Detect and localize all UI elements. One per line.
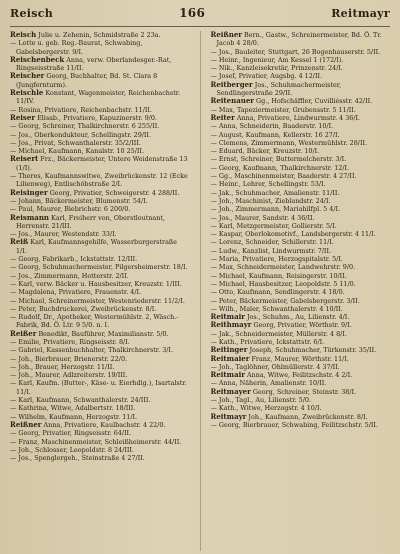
- directory-entry: [211, 396, 391, 404]
- directory-entry: [10, 313, 190, 330]
- entry-details: — Josef, Privatier, Augsbg. 4 12/II.: [210, 72, 323, 81]
- entry-details: — Jos., Oberkondukteur, Schellingstr. 29/II.: [10, 130, 151, 139]
- entry-details: — Peter, Buchdruckerei, Zweibrückenstr. 8/I.: [10, 304, 157, 313]
- directory-entry: [211, 131, 391, 139]
- directory-entry: [211, 230, 391, 238]
- directory-entry: [10, 72, 190, 89]
- directory-entry: [10, 39, 190, 56]
- directory-entry: [10, 363, 190, 371]
- directory-entry: [211, 64, 391, 72]
- entry-details: — Karl, verw. Bäcker u. Hausbesitzer, Kreuzstr. 1/III.: [10, 279, 182, 288]
- directory-entry: [10, 197, 190, 205]
- directory-entry: [10, 214, 190, 231]
- directory-entry: [10, 31, 190, 39]
- entry-details: — Theres, Kaufmannswitwe, Zweibrückenstr. 12 (Ecke Lilienweg), Entlischöbstraße 2/I.: [10, 172, 188, 189]
- directory-entry: [211, 272, 391, 280]
- entry-details: — Eduard, Bäcker, Kreuzstr. 10/I.: [210, 147, 320, 156]
- directory-entry: [211, 106, 391, 114]
- entry-details: — Michael, Schreinermeister, Westenriederstr. 11/2/I.: [10, 296, 185, 305]
- directory-entry: [10, 446, 190, 454]
- entry-details: — Joh., Taglöhner, Ohlmüllerstr. 4 37/II.: [210, 362, 340, 371]
- entry-surname: Reitenauer: [210, 96, 254, 106]
- entry-details: — Jak., Schneidermeister, Müllerstr. 4 8/I.: [210, 329, 347, 338]
- directory-entry: [10, 89, 190, 106]
- directory-entry: [10, 421, 190, 429]
- directory-entry: [10, 355, 190, 363]
- directory-entry: [211, 189, 391, 197]
- entry-details: — Anna, Schneiderin, Baaderstr. 10/I.: [210, 122, 334, 131]
- entry-details: — Emilie, Privatiere, Ringseisstr. 8/I.: [10, 337, 130, 346]
- entry-details: — Lotte u. geb. Reg.-Baurat, Schwabing, Gabelsbergerstr. 9/I.: [10, 39, 143, 56]
- entry-details: Benedikt, Bauführer, Maximilianstr. 5/0.: [38, 329, 169, 338]
- entry-details: — Heinr., Lehrer, Schellingstr. 53/I.: [210, 180, 326, 189]
- directory-entry: [211, 31, 391, 48]
- column-divider: [200, 31, 201, 551]
- entry-details: Karl, Freiherr von, Oberstleutnant, Herrenstr. 21/III.: [16, 213, 165, 230]
- directory-entry: [10, 338, 190, 346]
- directory-entry: [211, 263, 391, 271]
- entry-details: — Joh., Schlosser, Leopoldstr. 8 24/III.: [10, 445, 134, 454]
- entry-surname: Reismann: [10, 212, 49, 222]
- entry-details: Joseph, Schuhmacher, Türkenstr. 35/II.: [249, 346, 377, 355]
- directory-entry: [211, 413, 391, 421]
- directory-entry: [211, 155, 391, 163]
- directory-entry: [211, 280, 391, 288]
- directory-entry: [10, 139, 190, 147]
- entry-details: — Jos., Zimmermann, Hotterstr. 2/II.: [10, 271, 129, 280]
- entry-surname: Reitmayr: [210, 411, 247, 421]
- directory-entry: [10, 238, 190, 255]
- entry-details: — Joh., Tagl., Au, Lilienstr. 5/0.: [210, 396, 311, 405]
- entry-details: Julie u. Zehenin, Schmidstraße 2 23a.: [38, 31, 161, 39]
- header-left-keyword: Reisch: [10, 7, 54, 20]
- directory-entry: [211, 81, 391, 98]
- entry-details: — Otto, Kaufmann, Sendlingerstr. 4 18/0.: [210, 288, 345, 297]
- entry-details: — Kath., Privatiere, Ickstattstr. 6/I.: [210, 337, 325, 346]
- directory-entry: [211, 205, 391, 213]
- directory-entry: [211, 288, 391, 296]
- directory-entry: [211, 56, 391, 64]
- entry-surname: Reisert: [10, 154, 39, 164]
- entry-details: — Magdalena, Privatiere, Frauenstr. 4/I.: [10, 288, 142, 297]
- entry-details: Anna, Privatiere, Kaulbachstr. 4 22/0.: [43, 420, 166, 429]
- directory-entry: [10, 330, 190, 338]
- entry-details: — Joh., Maschinist, Zieblandstr. 24/I.: [210, 196, 331, 205]
- entry-surname: Reißner: [210, 31, 242, 39]
- directory-entry: [211, 238, 391, 246]
- directory-entry: [10, 404, 190, 412]
- directory-entry: [10, 189, 190, 197]
- entry-surname: Reisinger: [10, 187, 48, 197]
- entry-details: — Karl, Kaufmann, Schwanthalerstr. 24/III.: [10, 396, 151, 405]
- directory-entry: [10, 454, 190, 462]
- entry-details: — August, Kaufmann, Kellerstr. 16 27/I.: [210, 130, 340, 139]
- entry-details: — Paul, Maurer, Biebrichstr. 6 200/0.: [10, 205, 131, 214]
- entry-details: — Michael, Hausbesitzer, Leopoldstr. 5 11/0.: [210, 279, 356, 288]
- entry-details: Georg, Buchhalter, Bd. St. Clara 8 (Jungfernturm).: [16, 72, 158, 89]
- entry-details: — Jak., Schuhmacher, Amalienstr. 11/II.: [210, 188, 340, 197]
- entry-details: — Georg, Privatier, Ringseisstr. 64/II.: [10, 429, 132, 438]
- entry-surname: Reitmair: [210, 370, 245, 380]
- directory-entry: [211, 214, 391, 222]
- directory-entry: [10, 396, 190, 404]
- directory-entry: [10, 379, 190, 396]
- entry-details: — Heinr., Ingenieur, Am Kessel 1 (172/I).: [210, 55, 344, 64]
- entry-details: — Gg., Maschinenmeister, Baaderstr. 4 27/II.: [210, 172, 357, 181]
- entry-surname: Reischle: [10, 88, 44, 98]
- directory-entry: [211, 172, 391, 180]
- entry-details: Franz, Maurer, Wörthstr. 11/I.: [251, 354, 349, 363]
- entry-surname: Reitinger: [210, 345, 248, 355]
- directory-entry: [211, 371, 391, 379]
- entry-details: Frz., Bäckermeister, Untere Weidenstraße 13 (1/I).: [16, 155, 188, 172]
- directory-entry: [10, 280, 190, 288]
- entry-details: — Johann, Bäckermeister, Blumenstr. 54/I.: [10, 196, 148, 205]
- directory-entry: [211, 48, 391, 56]
- directory-entry: [10, 346, 190, 354]
- directory-entry: [10, 263, 190, 271]
- entry-details: — Jos., Maurer, Westendstr. 33/I.: [10, 230, 117, 239]
- entry-surname: Reithmayr: [210, 320, 252, 330]
- directory-entry: [211, 122, 391, 130]
- entry-details: — Jos., Bauleiter, Stuttgart, 26 Bogenhauserstr. 5/II.: [210, 47, 381, 56]
- entry-details: — Wilhelm, Kaufmann, Herzogstr. 11/I.: [10, 412, 138, 421]
- entry-details: — Wilh., Maler, Schwanthalerstr. 4 10/II.: [210, 304, 343, 313]
- entry-surname: Reischenbeck: [10, 54, 65, 64]
- entry-details: Gg., Hofschäffler, Cuvilliésstr. 42/II.: [256, 97, 373, 106]
- right-column: [211, 31, 391, 551]
- directory-entry: [10, 288, 190, 296]
- entry-details: — Georg, Schreiner, Thalkirchnerstr. 6 255/II.: [10, 122, 160, 131]
- entry-details: — Michael, Kaufmann, Reisingerstr. 10/II.: [210, 271, 347, 280]
- directory-entry: [211, 97, 391, 105]
- entry-details: — Maria, Privatiere, Herzogspitalstr. 5/I.: [210, 255, 343, 264]
- entry-details: — Franz, Maschinenmeister, Schleißheimerstr. 44/II.: [10, 437, 182, 446]
- entry-details: — Peter, Bäckermeister, Gabelsbergerstr. 3/II.: [210, 296, 360, 305]
- entry-surname: Reiter: [210, 112, 235, 122]
- directory-entry: [10, 122, 190, 130]
- entry-surname: Reißner: [10, 419, 42, 429]
- directory-entry: [10, 56, 190, 73]
- entry-details: Jos., Schuhmachermeister, Sendlingerstraße 29/II.: [216, 80, 342, 98]
- entry-surname: Reißer: [10, 328, 37, 338]
- entry-details: — Max, Schneidermeister, Landwehrstr. 9/0.: [210, 263, 356, 272]
- directory-entry: [211, 421, 391, 429]
- directory-entry: [10, 305, 190, 313]
- entry-details: — Joh., Maurer, Adlzreiterstr. 19/III.: [10, 371, 128, 380]
- entry-details: — Lorenz, Schneider, Schillerstr. 11/I.: [210, 238, 334, 247]
- directory-entry: [211, 139, 391, 147]
- directory-entry: [10, 371, 190, 379]
- entry-details: — Georg, Schuhmachermeister, Pilgersheimerstr. 18/I.: [10, 263, 188, 272]
- directory-entry: [10, 438, 190, 446]
- directory-entry: [211, 355, 391, 363]
- directory-entry: [211, 164, 391, 172]
- directory-entry: [211, 180, 391, 188]
- entry-details: Karl, Kaufmannsgehilfe, Wasserburgerstraße 1/I.: [16, 238, 177, 255]
- directory-entry: [10, 131, 190, 139]
- entry-details: — Rudolf, Dr., Apotheker, Westermühlstr. 2, Wäsch.-Fabrik, Bd. Ö. Ltr. 9 5/0. n. I.: [10, 313, 179, 330]
- directory-entry: [211, 255, 391, 263]
- entry-surname: Reitmair: [210, 312, 245, 322]
- directory-entry: [211, 222, 391, 230]
- entry-details: — Jos., Privat, Schwanthalerstr. 35/2/III.: [10, 138, 141, 147]
- entry-details: — Jos., Maurer, Sandstr. 4 36/II.: [210, 213, 315, 222]
- directory-entry: [211, 330, 391, 338]
- entry-details: Konstant, Wagenmeister, Reichenbachstr. 11/IV.: [16, 89, 181, 106]
- entry-details: — Karl, Metzgermeister, Gollierstr. 5/I.: [210, 221, 337, 230]
- entry-surname: Reisch: [10, 31, 37, 39]
- entry-details: — Joh., Zimmermann, Mariahilfpl. 5 4/I.: [210, 205, 341, 214]
- entry-details: Anna, Privatiere, Lindwurmstr. 4 36/I.: [236, 113, 361, 122]
- entry-details: — Kathrina, Witwe, Adalbertstr. 18/III.: [10, 404, 136, 413]
- entry-details: Georg, Privatier, Schweigerstr. 4 288/II.: [49, 188, 180, 197]
- directory-entry: [10, 429, 190, 437]
- entry-details: — Kath., Witwe, Herzogstr. 4 10/I.: [210, 404, 322, 413]
- directory-entry: [10, 155, 190, 172]
- entry-details: — Anna, Näherin, Amalienstr. 10/II.: [210, 379, 327, 388]
- entry-details: Jos., Schuhm., Au, Lilienstr. 4/I.: [247, 313, 350, 322]
- entry-details: — Joh., Bierbrauer, Brienerstr. 22/0.: [10, 354, 128, 363]
- entry-surname: Reitberger: [210, 79, 253, 89]
- entry-details: — Karl, Kaufm. (Butter-, Käse- u. Eierhdlg.), Isartalstr. 11/I.: [10, 379, 187, 396]
- directory-entry: [10, 114, 190, 122]
- entry-details: — Rosina, Privatiere, Reichenbachstr. 11/II.: [10, 105, 152, 114]
- entry-details: — Max, Tapeziermeister, Grubensstr. 5 11/II.: [210, 105, 356, 114]
- page-header: [10, 6, 390, 24]
- entry-details: — Georg, Bierbrauer, Schwabing, Feilitzschstr. 5/II.: [210, 420, 378, 429]
- directory-entry: [10, 106, 190, 114]
- entry-details: — Ernst, Schreiner, Buttermelcherstr. 3/I.: [210, 155, 347, 164]
- directory-entry: [211, 388, 391, 396]
- page-number: 166: [179, 6, 206, 20]
- directory-entry: [211, 197, 391, 205]
- entry-details: Anna, Witwe, Feilitzschstr. 4 2/I.: [247, 371, 353, 380]
- directory-entry: [211, 297, 391, 305]
- directory-entry: [211, 114, 391, 122]
- entry-details: Joh., Kaufmann, Zweibrückenstr. 8/I.: [248, 412, 368, 421]
- directory-entry: [10, 255, 190, 263]
- entry-details: — Michael, Kaufmann, Kanalstr. 10 25/II.: [10, 147, 144, 156]
- directory-entry: [10, 172, 190, 189]
- header-rule: [10, 26, 390, 27]
- directory-entry: [10, 297, 190, 305]
- directory-entry: [211, 247, 391, 255]
- entry-details: — Ludw., Kanzlist, Lindwurmstr. 7/II.: [210, 246, 331, 255]
- entry-details: — Jos., Spenglergeh., Steinstraße 4 27/II.: [10, 454, 145, 463]
- directory-entry: [211, 147, 391, 155]
- entry-details: Georg, Privatier, Wörthstr. 9/I.: [253, 321, 352, 330]
- directory-entry: [211, 321, 391, 329]
- entry-details: — Joh., Brauer, Herzogstr. 11/II.: [10, 362, 115, 371]
- entry-surname: Reitmaier: [210, 353, 250, 363]
- entry-columns: [10, 31, 390, 551]
- entry-details: — Kaspar, Oberlokomotivf., Landsbergerstr. 4 11/I.: [210, 230, 376, 239]
- entry-surname: Reiß: [10, 237, 29, 247]
- left-column: [10, 31, 190, 551]
- entry-details: — Nik., Kanzleisekretär, Prinzenstr. 24/I.: [210, 64, 343, 73]
- entry-details: Elisab., Privatiere, Kapuzinerstr. 9/0.: [37, 113, 157, 122]
- entry-surname: Reiser: [10, 112, 36, 122]
- directory-entry: [10, 272, 190, 280]
- entry-details: — Clemens, Zimmermann, Westermühlstr. 28/II.: [210, 138, 368, 147]
- entry-details: Bern., Gastw., Schreinermeister, Bd. Ö. Tr. Jacob 4 28/0.: [216, 31, 382, 48]
- entry-details: — Gabriel, Kassenbuchhalter, Thalkirchnerstr. 3/I.: [10, 346, 173, 355]
- header-right-keyword: Reitmayr: [331, 7, 390, 20]
- entry-surname: Reischer: [10, 71, 45, 81]
- entry-details: Anna, verw. Oberlandesger.-Rat, Ringseisstraße 11/II.: [16, 55, 172, 73]
- entry-details: — Georg, Fabrikarb., Ickstattstr. 12/III.: [10, 255, 138, 264]
- entry-details: Georg, Schreiner, Steinstr. 38/I.: [252, 387, 357, 396]
- entry-surname: Reitmayer: [210, 386, 251, 396]
- entry-details: — Georg, Kaufmann, Thalkirchnerstr. 12/I.: [210, 163, 350, 172]
